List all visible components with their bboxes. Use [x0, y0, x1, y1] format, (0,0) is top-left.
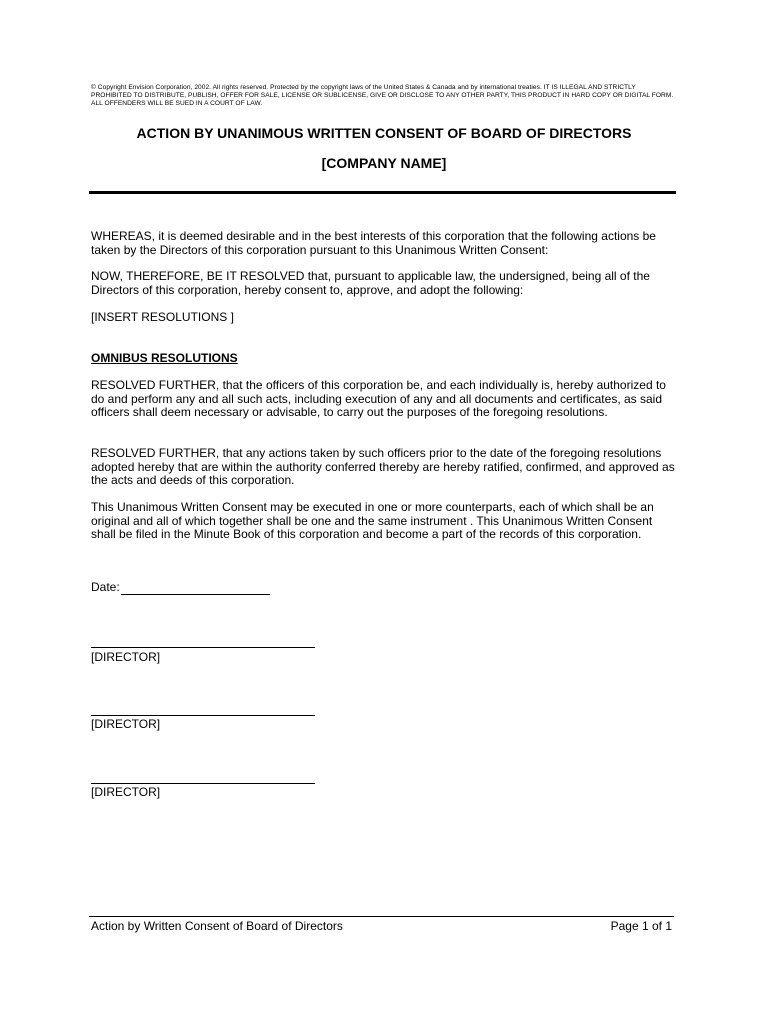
- director-label-2: [DIRECTOR]: [91, 717, 161, 731]
- director-signature-line-2: [91, 715, 315, 716]
- director-signature-line-3: [91, 783, 315, 784]
- resolved-paragraph: NOW, THEREFORE, BE IT RESOLVED that, pursuant to applicable law, the undersigned, being all of the Directors of this corporation, hereby consent to, approve, and adopt the following:: [91, 269, 650, 297]
- insert-resolutions-placeholder: [INSERT RESOLUTIONS ]: [91, 310, 234, 324]
- footer-document-title: Action by Written Consent of Board of Directors: [91, 919, 343, 933]
- title-divider: [89, 191, 676, 194]
- company-name-placeholder: [COMPANY NAME]: [321, 155, 447, 171]
- date-signature-line: [121, 594, 270, 595]
- whereas-paragraph: WHEREAS, it is deemed desirable and in the best interests of this corporation that the following actions be taken by the Directors of this corporation pursuant to this Unanimous Written Consent:: [91, 229, 656, 257]
- footer-divider: [89, 916, 674, 917]
- director-label-1: [DIRECTOR]: [91, 650, 161, 664]
- director-label-3: [DIRECTOR]: [91, 785, 161, 799]
- footer-page-number: Page 1 of 1: [610, 919, 672, 933]
- director-signature-line-1: [91, 647, 315, 648]
- resolved-further-paragraph-2: RESOLVED FURTHER, that any actions taken by such officers prior to the date of the foregoing resolutions adopted hereby that are within the authority conferred thereby are hereby ratified, confirmed, and approved as the acts and deeds of this corporation.: [91, 446, 675, 488]
- copyright-notice: © Copyright Envision Corporation, 2002. All rights reserved. Protected by the copyright laws of the United States & Canada and by international treaties. IT IS ILLEGAL AND STRICTLY PROHIBITED TO DISTRIBUTE, PUBLISH, OFFER FOR SALE, LICENSE OR SUBLICENSE, GIVE OR DISCLOSE TO ANY OTHER PARTY, THIS PRODUCT IN HARD COPY OR DIGITAL FORM. ALL OFFENDERS WILL BE SUED IN A COURT OF LAW.: [91, 84, 674, 107]
- counterparts-paragraph: This Unanimous Written Consent may be executed in one or more counterparts, each of which shall be an original and all of which together shall be one and the same instrument . This Unanimous Written Consent shall be filed in the Minute Book of this corporation and become a part of the records of this corporation.: [91, 500, 654, 542]
- omnibus-heading: OMNIBUS RESOLUTIONS: [91, 351, 238, 365]
- resolved-further-paragraph-1: RESOLVED FURTHER, that the officers of this corporation be, and each individually is, hereby authorized to do and perform any and all such acts, including execution of any and all documents and certificates, as said officers shall deem necessary or advisable, to carry out the purposes of the foregoing resolutions.: [91, 378, 666, 420]
- date-label: Date:: [91, 580, 120, 594]
- document-title: ACTION BY UNANIMOUS WRITTEN CONSENT OF BOARD OF DIRECTORS: [136, 125, 632, 141]
